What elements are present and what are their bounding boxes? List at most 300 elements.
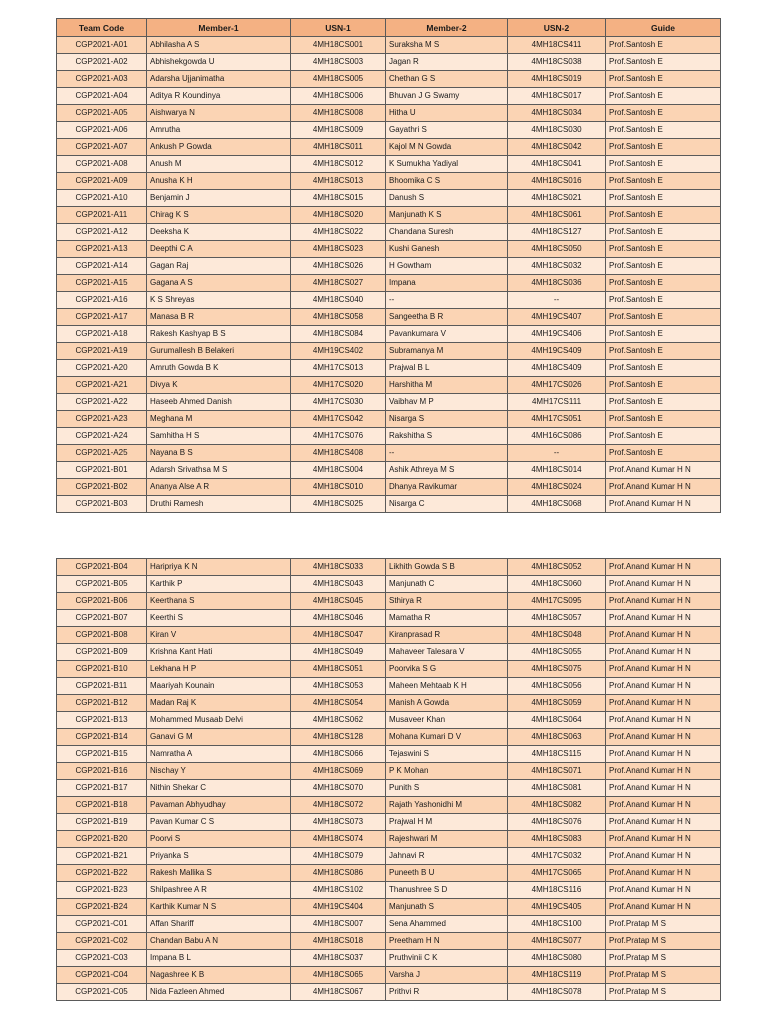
usn-1-cell: 4MH18CS008 (291, 105, 386, 122)
guide-cell: Prof.Anand Kumar H N (606, 746, 721, 763)
guide-cell: Prof.Anand Kumar H N (606, 462, 721, 479)
usn-1-cell: 4MH18CS065 (291, 967, 386, 984)
usn-1-cell: 4MH18CS086 (291, 865, 386, 882)
usn-1-cell: 4MH18CS027 (291, 275, 386, 292)
table-row (57, 496, 721, 513)
member-2-cell: Prajwal B L (386, 360, 508, 377)
usn-1-cell: 4MH18CS010 (291, 479, 386, 496)
member-1-cell: Meghana M (147, 411, 291, 428)
usn-2-cell: 4MH18CS119 (508, 967, 606, 984)
member-1-cell: Amruth Gowda B K (147, 360, 291, 377)
member-1-cell: Affan Shariff (147, 916, 291, 933)
member-1-cell: Manasa B R (147, 309, 291, 326)
team-code-cell: CGP2021-A11 (57, 207, 147, 224)
member-1-cell: Karthik P (147, 576, 291, 593)
guide-cell: Prof.Santosh E (606, 54, 721, 71)
team-code-cell: CGP2021-B07 (57, 610, 147, 627)
usn-1-cell: 4MH18CS054 (291, 695, 386, 712)
team-code-cell: CGP2021-C01 (57, 916, 147, 933)
usn-2-cell: 4MH19CS407 (508, 309, 606, 326)
table-row (57, 780, 721, 797)
guide-cell: Prof.Anand Kumar H N (606, 865, 721, 882)
usn-2-cell: 4MH18CS100 (508, 916, 606, 933)
table-row (57, 712, 721, 729)
member-1-cell: Aditya R Koundinya (147, 88, 291, 105)
team-table-page-section-1 (56, 18, 721, 513)
usn-1-cell: 4MH18CS018 (291, 933, 386, 950)
table-row (57, 343, 721, 360)
team-code-cell: CGP2021-B04 (57, 559, 147, 576)
usn-1-cell: 4MH18CS072 (291, 797, 386, 814)
team-code-cell: CGP2021-A10 (57, 190, 147, 207)
usn-2-cell: 4MH18CS071 (508, 763, 606, 780)
usn-2-cell: 4MH18CS083 (508, 831, 606, 848)
usn-2-cell: 4MH18CS038 (508, 54, 606, 71)
usn-2-cell: 4MH18CS077 (508, 933, 606, 950)
usn-1-cell: 4MH18CS073 (291, 814, 386, 831)
member-2-cell: Jagan R (386, 54, 508, 71)
usn-2-cell: 4MH16CS086 (508, 428, 606, 445)
team-code-cell: CGP2021-C04 (57, 967, 147, 984)
team-code-cell: CGP2021-A20 (57, 360, 147, 377)
member-2-cell: Pruthvinii C K (386, 950, 508, 967)
usn-2-cell: 4MH18CS409 (508, 360, 606, 377)
table-row (57, 593, 721, 610)
table-row (57, 746, 721, 763)
usn-2-cell: 4MH17CS032 (508, 848, 606, 865)
usn-2-cell: 4MH18CS082 (508, 797, 606, 814)
member-1-cell: Lekhana H P (147, 661, 291, 678)
team-code-cell: CGP2021-A16 (57, 292, 147, 309)
team-code-cell: CGP2021-B05 (57, 576, 147, 593)
usn-2-cell: 4MH17CS051 (508, 411, 606, 428)
member-2-cell: Bhuvan J G Swamy (386, 88, 508, 105)
usn-1-cell: 4MH18CS069 (291, 763, 386, 780)
usn-1-cell: 4MH18CS001 (291, 37, 386, 54)
team-code-cell: CGP2021-B18 (57, 797, 147, 814)
team-table-page-section-2 (56, 558, 721, 1001)
member-2-cell: Jahnavi R (386, 848, 508, 865)
header-member-1: Member-1 (147, 19, 291, 37)
table-row (57, 394, 721, 411)
usn-1-cell: 4MH18CS040 (291, 292, 386, 309)
guide-cell: Prof.Anand Kumar H N (606, 644, 721, 661)
member-1-cell: Abhishekgowda U (147, 54, 291, 71)
table-row (57, 462, 721, 479)
member-1-cell: Shilpashree A R (147, 882, 291, 899)
team-code-cell: CGP2021-C02 (57, 933, 147, 950)
team-code-cell: CGP2021-A03 (57, 71, 147, 88)
guide-cell: Prof.Santosh E (606, 241, 721, 258)
header-guide: Guide (606, 19, 721, 37)
member-2-cell: Chethan G S (386, 71, 508, 88)
guide-cell: Prof.Anand Kumar H N (606, 814, 721, 831)
member-1-cell: Amrutha (147, 122, 291, 139)
usn-2-cell: 4MH18CS057 (508, 610, 606, 627)
member-1-cell: Pavan Kumar C S (147, 814, 291, 831)
guide-cell: Prof.Pratap M S (606, 916, 721, 933)
table-row (57, 831, 721, 848)
member-1-cell: Aishwarya N (147, 105, 291, 122)
table-row (57, 445, 721, 462)
team-code-cell: CGP2021-A09 (57, 173, 147, 190)
member-2-cell: Bhoomika C S (386, 173, 508, 190)
usn-2-cell: 4MH18CS061 (508, 207, 606, 224)
usn-1-cell: 4MH18CS009 (291, 122, 386, 139)
member-1-cell: Adarsh Srivathsa M S (147, 462, 291, 479)
guide-cell: Prof.Santosh E (606, 105, 721, 122)
header-team-code: Team Code (57, 19, 147, 37)
member-1-cell: Mohammed Musaab Delvi (147, 712, 291, 729)
usn-2-cell: 4MH18CS078 (508, 984, 606, 1001)
guide-cell: Prof.Anand Kumar H N (606, 576, 721, 593)
member-2-cell: Punith S (386, 780, 508, 797)
guide-cell: Prof.Santosh E (606, 190, 721, 207)
table-row (57, 37, 721, 54)
member-1-cell: Chandan Babu A N (147, 933, 291, 950)
guide-cell: Prof.Pratap M S (606, 950, 721, 967)
usn-2-cell: 4MH18CS081 (508, 780, 606, 797)
member-1-cell: Deepthi C A (147, 241, 291, 258)
member-2-cell: Manjunath S (386, 899, 508, 916)
table-row (57, 899, 721, 916)
member-1-cell: Ganavi G M (147, 729, 291, 746)
usn-1-cell: 4MH18CS007 (291, 916, 386, 933)
member-1-cell: K S Shreyas (147, 292, 291, 309)
member-2-cell: Vaibhav M P (386, 394, 508, 411)
member-2-cell: Manish A Gowda (386, 695, 508, 712)
guide-cell: Prof.Anand Kumar H N (606, 695, 721, 712)
usn-1-cell: 4MH18CS013 (291, 173, 386, 190)
guide-cell: Prof.Santosh E (606, 37, 721, 54)
member-2-cell: Sangeetha B R (386, 309, 508, 326)
table-row (57, 190, 721, 207)
table-row (57, 610, 721, 627)
usn-2-cell: 4MH18CS021 (508, 190, 606, 207)
table-row (57, 967, 721, 984)
guide-cell: Prof.Anand Kumar H N (606, 479, 721, 496)
table-row (57, 729, 721, 746)
member-2-cell: Tejaswini S (386, 746, 508, 763)
table-row (57, 848, 721, 865)
member-2-cell: H Gowtham (386, 258, 508, 275)
team-code-cell: CGP2021-A06 (57, 122, 147, 139)
usn-2-cell: 4MH19CS405 (508, 899, 606, 916)
member-1-cell: Nagashree K B (147, 967, 291, 984)
usn-2-cell: 4MH18CS060 (508, 576, 606, 593)
member-2-cell: Dhanya Ravikumar (386, 479, 508, 496)
team-code-cell: CGP2021-B11 (57, 678, 147, 695)
member-2-cell: Manjunath C (386, 576, 508, 593)
usn-1-cell: 4MH18CS046 (291, 610, 386, 627)
table-row (57, 275, 721, 292)
member-1-cell: Gagan Raj (147, 258, 291, 275)
usn-1-cell: 4MH18CS102 (291, 882, 386, 899)
member-2-cell: Puneeth B U (386, 865, 508, 882)
guide-cell: Prof.Santosh E (606, 71, 721, 88)
team-code-cell: CGP2021-A23 (57, 411, 147, 428)
usn-1-cell: 4MH18CS408 (291, 445, 386, 462)
usn-2-cell: 4MH18CS050 (508, 241, 606, 258)
table-row (57, 428, 721, 445)
usn-2-cell: 4MH19CS409 (508, 343, 606, 360)
table-row (57, 139, 721, 156)
team-code-cell: CGP2021-A22 (57, 394, 147, 411)
guide-cell: Prof.Santosh E (606, 394, 721, 411)
table-row (57, 360, 721, 377)
member-2-cell: Rakshitha S (386, 428, 508, 445)
member-2-cell: Kushi Ganesh (386, 241, 508, 258)
team-code-cell: CGP2021-A14 (57, 258, 147, 275)
usn-1-cell: 4MH18CS003 (291, 54, 386, 71)
member-2-cell: Suraksha M S (386, 37, 508, 54)
member-2-cell: Kajol M N Gowda (386, 139, 508, 156)
usn-2-cell: 4MH18CS048 (508, 627, 606, 644)
usn-2-cell: -- (508, 292, 606, 309)
member-1-cell: Rakesh Kashyap B S (147, 326, 291, 343)
team-code-cell: CGP2021-A07 (57, 139, 147, 156)
guide-cell: Prof.Santosh E (606, 360, 721, 377)
usn-1-cell: 4MH19CS404 (291, 899, 386, 916)
table-row (57, 882, 721, 899)
team-code-cell: CGP2021-B17 (57, 780, 147, 797)
table-row (57, 224, 721, 241)
member-2-cell: Ashik Athreya M S (386, 462, 508, 479)
team-code-cell: CGP2021-B15 (57, 746, 147, 763)
usn-1-cell: 4MH17CS013 (291, 360, 386, 377)
usn-1-cell: 4MH18CS128 (291, 729, 386, 746)
table-row (57, 678, 721, 695)
table-row (57, 377, 721, 394)
member-2-cell: Prithvi R (386, 984, 508, 1001)
member-1-cell: Gurumallesh B Belakeri (147, 343, 291, 360)
usn-1-cell: 4MH18CS015 (291, 190, 386, 207)
member-2-cell: Manjunath K S (386, 207, 508, 224)
usn-1-cell: 4MH18CS011 (291, 139, 386, 156)
member-1-cell: Gagana A S (147, 275, 291, 292)
table-row (57, 865, 721, 882)
member-1-cell: Abhilasha A S (147, 37, 291, 54)
usn-2-cell: 4MH18CS076 (508, 814, 606, 831)
usn-1-cell: 4MH18CS074 (291, 831, 386, 848)
team-code-cell: CGP2021-B23 (57, 882, 147, 899)
member-1-cell: Kiran V (147, 627, 291, 644)
team-code-cell: CGP2021-B01 (57, 462, 147, 479)
member-1-cell: Samhitha H S (147, 428, 291, 445)
usn-1-cell: 4MH18CS047 (291, 627, 386, 644)
table-row (57, 559, 721, 576)
table-row (57, 241, 721, 258)
team-code-cell: CGP2021-A18 (57, 326, 147, 343)
usn-1-cell: 4MH18CS020 (291, 207, 386, 224)
usn-2-cell: 4MH18CS032 (508, 258, 606, 275)
member-2-cell: Rajath Yashonidhi M (386, 797, 508, 814)
usn-1-cell: 4MH18CS023 (291, 241, 386, 258)
guide-cell: Prof.Anand Kumar H N (606, 661, 721, 678)
member-2-cell: Prajwal H M (386, 814, 508, 831)
usn-1-cell: 4MH17CS076 (291, 428, 386, 445)
member-1-cell: Deeksha K (147, 224, 291, 241)
member-2-cell: Chandana Suresh (386, 224, 508, 241)
team-code-cell: CGP2021-B21 (57, 848, 147, 865)
usn-2-cell: 4MH18CS014 (508, 462, 606, 479)
usn-1-cell: 4MH18CS025 (291, 496, 386, 513)
table-row (57, 933, 721, 950)
member-2-cell: -- (386, 292, 508, 309)
guide-cell: Prof.Anand Kumar H N (606, 712, 721, 729)
usn-2-cell: 4MH18CS127 (508, 224, 606, 241)
usn-1-cell: 4MH18CS022 (291, 224, 386, 241)
usn-1-cell: 4MH17CS020 (291, 377, 386, 394)
team-code-cell: CGP2021-A13 (57, 241, 147, 258)
member-1-cell: Druthi Ramesh (147, 496, 291, 513)
member-1-cell: Haseeb Ahmed Danish (147, 394, 291, 411)
guide-cell: Prof.Santosh E (606, 445, 721, 462)
usn-2-cell: 4MH18CS115 (508, 746, 606, 763)
table-row (57, 54, 721, 71)
member-2-cell: Preetham H N (386, 933, 508, 950)
usn-2-cell: 4MH18CS036 (508, 275, 606, 292)
guide-cell: Prof.Santosh E (606, 411, 721, 428)
guide-cell: Prof.Anand Kumar H N (606, 729, 721, 746)
guide-cell: Prof.Santosh E (606, 88, 721, 105)
usn-1-cell: 4MH18CS051 (291, 661, 386, 678)
member-2-cell: Impana (386, 275, 508, 292)
usn-1-cell: 4MH18CS037 (291, 950, 386, 967)
table-row (57, 71, 721, 88)
guide-cell: Prof.Anand Kumar H N (606, 763, 721, 780)
usn-1-cell: 4MH17CS030 (291, 394, 386, 411)
usn-2-cell: 4MH18CS055 (508, 644, 606, 661)
guide-cell: Prof.Anand Kumar H N (606, 831, 721, 848)
member-2-cell: Mahaveer Talesara V (386, 644, 508, 661)
usn-1-cell: 4MH18CS043 (291, 576, 386, 593)
team-code-cell: CGP2021-B22 (57, 865, 147, 882)
table-row (57, 984, 721, 1001)
member-1-cell: Nayana B S (147, 445, 291, 462)
table-row (57, 916, 721, 933)
member-2-cell: Gayathri S (386, 122, 508, 139)
usn-2-cell: 4MH18CS052 (508, 559, 606, 576)
table-row (57, 122, 721, 139)
usn-1-cell: 4MH18CS062 (291, 712, 386, 729)
member-2-cell: Likhith Gowda S B (386, 559, 508, 576)
member-1-cell: Krishna Kant Hati (147, 644, 291, 661)
usn-2-cell: 4MH18CS017 (508, 88, 606, 105)
usn-2-cell: 4MH18CS030 (508, 122, 606, 139)
usn-2-cell: 4MH17CS111 (508, 394, 606, 411)
team-code-cell: CGP2021-A15 (57, 275, 147, 292)
guide-cell: Prof.Anand Kumar H N (606, 496, 721, 513)
team-code-cell: CGP2021-B03 (57, 496, 147, 513)
table-row (57, 695, 721, 712)
team-code-cell: CGP2021-C05 (57, 984, 147, 1001)
team-code-cell: CGP2021-B02 (57, 479, 147, 496)
member-1-cell: Nida Fazleen Ahmed (147, 984, 291, 1001)
member-1-cell: Adarsha Ujjanimatha (147, 71, 291, 88)
table-row (57, 207, 721, 224)
team-code-cell: CGP2021-B20 (57, 831, 147, 848)
member-1-cell: Namratha A (147, 746, 291, 763)
usn-1-cell: 4MH18CS066 (291, 746, 386, 763)
usn-1-cell: 4MH18CS058 (291, 309, 386, 326)
member-1-cell: Divya K (147, 377, 291, 394)
member-2-cell: Danush S (386, 190, 508, 207)
usn-2-cell: 4MH18CS075 (508, 661, 606, 678)
guide-cell: Prof.Anand Kumar H N (606, 797, 721, 814)
team-code-cell: CGP2021-B24 (57, 899, 147, 916)
guide-cell: Prof.Anand Kumar H N (606, 899, 721, 916)
member-2-cell: Poorvika S G (386, 661, 508, 678)
table-row (57, 156, 721, 173)
header-row (57, 19, 721, 37)
team-code-cell: CGP2021-B06 (57, 593, 147, 610)
member-2-cell: Varsha J (386, 967, 508, 984)
guide-cell: Prof.Santosh E (606, 122, 721, 139)
guide-cell: Prof.Pratap M S (606, 933, 721, 950)
usn-2-cell: 4MH17CS026 (508, 377, 606, 394)
team-code-cell: CGP2021-A19 (57, 343, 147, 360)
usn-2-cell: 4MH18CS024 (508, 479, 606, 496)
table-row (57, 309, 721, 326)
team-code-cell: CGP2021-A21 (57, 377, 147, 394)
usn-1-cell: 4MH18CS079 (291, 848, 386, 865)
member-1-cell: Rakesh Mallika S (147, 865, 291, 882)
usn-2-cell: 4MH19CS406 (508, 326, 606, 343)
table-row (57, 411, 721, 428)
guide-cell: Prof.Anand Kumar H N (606, 678, 721, 695)
member-1-cell: Pavaman Abhyudhay (147, 797, 291, 814)
table-row (57, 576, 721, 593)
guide-cell: Prof.Anand Kumar H N (606, 593, 721, 610)
guide-cell: Prof.Santosh E (606, 173, 721, 190)
guide-cell: Prof.Santosh E (606, 207, 721, 224)
guide-cell: Prof.Anand Kumar H N (606, 627, 721, 644)
guide-cell: Prof.Santosh E (606, 326, 721, 343)
member-2-cell: Maheen Mehtaab K H (386, 678, 508, 695)
member-2-cell: Mohana Kumari D V (386, 729, 508, 746)
team-code-cell: CGP2021-A04 (57, 88, 147, 105)
usn-2-cell: 4MH18CS064 (508, 712, 606, 729)
usn-2-cell: 4MH18CS034 (508, 105, 606, 122)
member-2-cell: K Sumukha Yadiyal (386, 156, 508, 173)
usn-2-cell: 4MH18CS019 (508, 71, 606, 88)
usn-2-cell: 4MH17CS065 (508, 865, 606, 882)
member-2-cell: Nisarga C (386, 496, 508, 513)
table-row (57, 950, 721, 967)
guide-cell: Prof.Anand Kumar H N (606, 780, 721, 797)
usn-2-cell: 4MH18CS059 (508, 695, 606, 712)
usn-1-cell: 4MH18CS006 (291, 88, 386, 105)
usn-2-cell: 4MH18CS116 (508, 882, 606, 899)
member-2-cell: Mamatha R (386, 610, 508, 627)
guide-cell: Prof.Pratap M S (606, 984, 721, 1001)
header-usn-1: USN-1 (291, 19, 386, 37)
member-2-cell: Pavankumara V (386, 326, 508, 343)
member-1-cell: Priyanka S (147, 848, 291, 865)
usn-1-cell: 4MH18CS004 (291, 462, 386, 479)
guide-cell: Prof.Santosh E (606, 258, 721, 275)
table-row (57, 763, 721, 780)
team-code-cell: CGP2021-A17 (57, 309, 147, 326)
member-1-cell: Haripriya K N (147, 559, 291, 576)
usn-2-cell: 4MH18CS411 (508, 37, 606, 54)
team-code-cell: CGP2021-A08 (57, 156, 147, 173)
member-1-cell: Ankush P Gowda (147, 139, 291, 156)
team-code-cell: CGP2021-B09 (57, 644, 147, 661)
team-code-cell: CGP2021-B12 (57, 695, 147, 712)
member-1-cell: Keerthi S (147, 610, 291, 627)
